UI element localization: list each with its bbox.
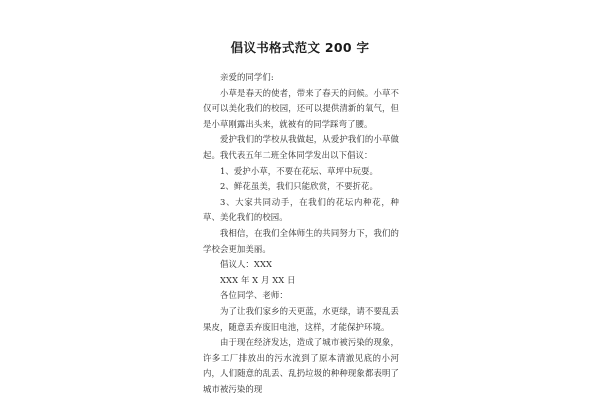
- paragraph-proposer: 倡议人：XXX: [220, 259, 273, 270]
- paragraph-grass-intro: 小草是春天的使者，带来了春天的问候。小草不仅可以美化我们的校园，还可以提供清新的氧气，但是小草刚露出头来，就被有的同学踩弯了腰。: [203, 87, 399, 129]
- document-title: 倡议书格式范文 200 字: [230, 40, 370, 55]
- paragraph-item-2: 2、鲜花虽美，我们只能欣赏，不要折花。: [220, 181, 378, 192]
- paragraph-item-3: 3、大家共同动手，在我们的花坛内种花，种草、美化我们的校园。: [203, 196, 399, 223]
- paragraph-environment: 为了让我们家乡的天更蓝，水更绿，请不要乱丢果皮，随意丢弃废旧电池，这样，才能保护环境。: [203, 305, 399, 332]
- paragraph-proposal-intro: 爱护我们的学校从我做起，从爱护我们的小草做起。我代表五年二班全体同学发出以下倡议：: [203, 134, 399, 160]
- paragraph-belief: 我相信，在我们全体师生的共同努力下，我们的学校会更加美丽。: [203, 227, 399, 254]
- paragraph-date: XXX 年 X 月 XX 日: [220, 274, 296, 285]
- paragraph-greeting: 亲爱的同学们:: [220, 72, 274, 82]
- paragraph-second-greeting: 各位同学、老师：: [220, 290, 288, 301]
- paragraph-item-1: 1、爱护小草，不要在花坛、草坪中玩耍。: [220, 165, 378, 176]
- document-body: [203, 70, 399, 397]
- paragraph-pollution: 由于现在经济发达，造成了城市被污染的现象，许多工厂排放出的污水流到了原本清澈见底的小河内，人们随意的乱丢、乱扔垃圾的种种现象都表明了城市被污染的现: [203, 337, 399, 394]
